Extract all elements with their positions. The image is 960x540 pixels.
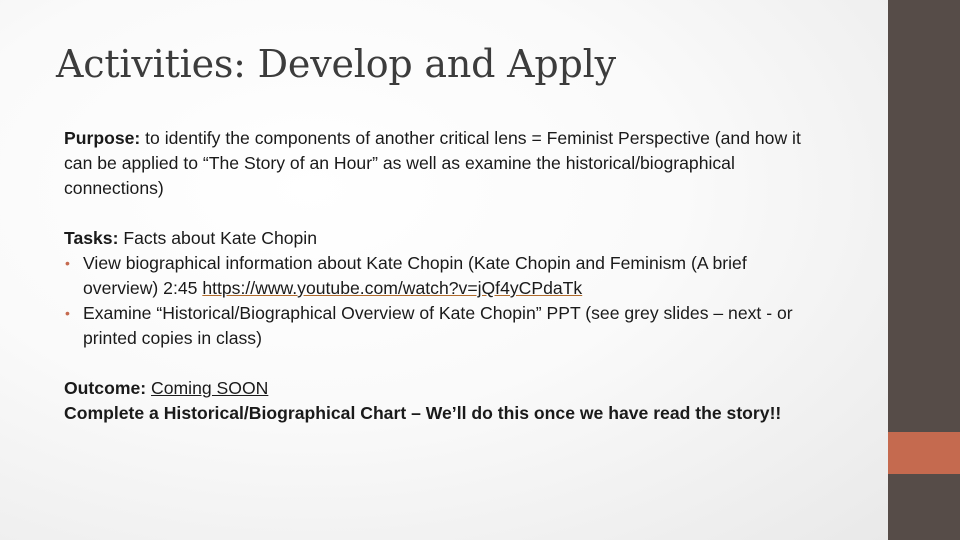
task-bullet-text: Examine “Historical/Biographical Overview of Kate Chopin” PPT (see grey slides – next - or printed copies in class) [83,303,793,348]
tasks-text: Facts about Kate Chopin [118,228,317,248]
tasks-bullet-list [64,251,824,351]
slide-body [64,126,824,426]
sidebar-accent-block [888,432,960,474]
spacer [64,201,824,226]
outcome-label: Outcome: [64,378,147,398]
task-bullet-text: View biographical information about Kate Chopin (Kate Chopin and Feminism (A brief overview) 2:45 [83,253,747,298]
youtube-link[interactable]: https://www.youtube.com/watch?v=jQf4yCPdaTk [202,278,583,298]
task-bullet-item [64,301,824,351]
bullet-dot-icon: • [65,255,70,271]
complete-text: Complete a Historical/Biographical Chart – We’ll do this once we have read the story!! [64,403,782,423]
task-bullet-item [64,251,824,301]
tasks-paragraph [64,226,824,251]
complete-paragraph [64,401,824,426]
purpose-paragraph [64,126,824,201]
purpose-label: Purpose: [64,128,141,148]
spacer [64,351,824,376]
tasks-label: Tasks: [64,228,119,248]
outcome-paragraph [64,376,824,401]
slide-title: Activities: Develop and Apply [56,42,616,86]
purpose-text: to identify the components of another critical lens = Feminist Perspective (and how it can be applied to “The Story of an Hour” as well as examine the historical/biographical connections) [64,128,801,198]
bullet-dot-icon: • [65,305,70,321]
outcome-text: Coming SOON [151,378,269,398]
